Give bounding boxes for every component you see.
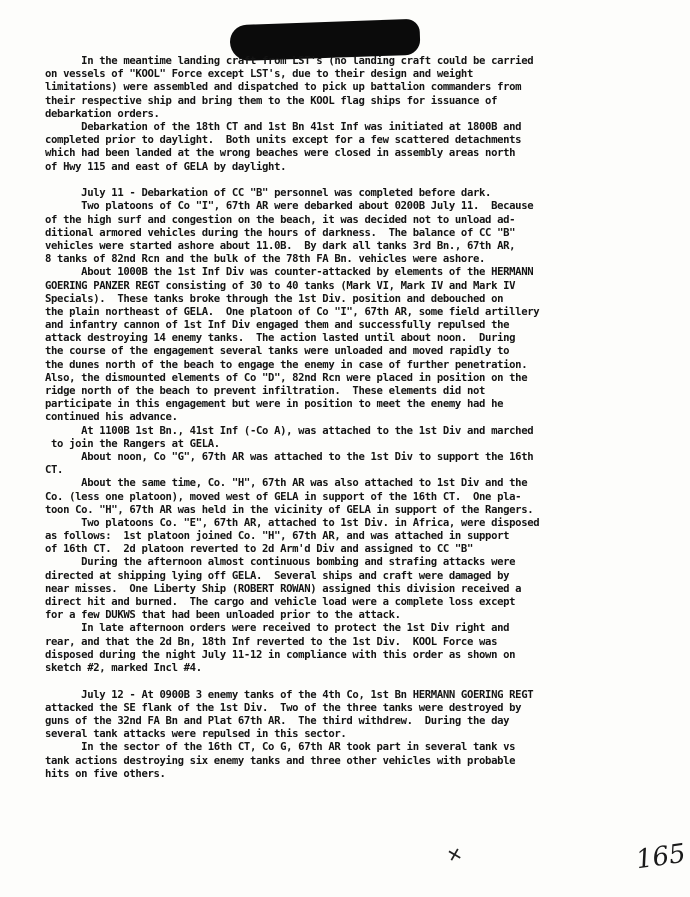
document-body bbox=[45, 55, 670, 781]
text-line: hits on five others. bbox=[45, 767, 166, 780]
text-line: several tank attacks were repulsed in this sector. bbox=[45, 728, 347, 741]
text-line: During the afternoon almost continuous bombing and strafing attacks were bbox=[45, 556, 516, 569]
text-line: About noon, Co "G", 67th AR was attached to the 1st Div to support the 16th bbox=[45, 450, 534, 463]
text-line: At 1100B 1st Bn., 41st Inf (-Co A), was attached to the 1st Div and marched bbox=[45, 424, 534, 437]
paragraph bbox=[45, 451, 670, 477]
section-gap bbox=[45, 174, 670, 188]
text-line: directed at shipping lying off GELA. Several ships and craft were damaged by bbox=[45, 569, 510, 582]
paragraph bbox=[45, 689, 670, 742]
text-line: Two platoons Co. "E", 67th AR, attached to 1st Div. in Africa, were disposed bbox=[45, 516, 540, 529]
paragraph bbox=[45, 55, 670, 121]
text-line: Two platoons of Co "I", 67th AR were debarked about 0200B July 11. Because bbox=[45, 200, 534, 213]
text-line: the course of the engagement several tanks were unloaded and moved rapidly to bbox=[45, 345, 510, 358]
text-line: for a few DUKWS that had been unloaded prior to the attack. bbox=[45, 609, 401, 622]
text-line: tank actions destroying six enemy tanks and three other vehicles with probable bbox=[45, 754, 516, 767]
text-line: rear, and that the 2d Bn, 18th Inf reverted to the 1st Div. KOOL Force was bbox=[45, 635, 498, 648]
text-line: direct hit and burned. The cargo and vehicle load were a complete loss except bbox=[45, 596, 516, 608]
text-line: attacked the SE flank of the 1st Div. Two of the three tanks were destroyed by bbox=[45, 701, 522, 714]
text-line: July 11 - Debarkation of CC "B" personnel was completed before dark. bbox=[45, 187, 492, 200]
text-line: which had been landed at the wrong beaches were closed in assembly areas north bbox=[45, 147, 516, 160]
paragraph bbox=[45, 425, 670, 451]
paragraph bbox=[45, 741, 670, 781]
text-line: toon Co. "H", 67th AR was held in the vicinity of GELA in support of the Rangers. bbox=[45, 503, 534, 516]
paragraph bbox=[45, 556, 670, 622]
text-line: ditional armored vehicles during the hours of darkness. The balance of CC "B" bbox=[45, 226, 516, 239]
text-line: Specials). These tanks broke through the 1st Div. position and debouched on bbox=[45, 292, 504, 305]
paragraph bbox=[45, 121, 670, 174]
paragraph bbox=[45, 622, 670, 675]
text-line: 8 tanks of 82nd Rcn and the bulk of the 78th FA Bn. vehicles were ashore. bbox=[45, 253, 486, 266]
paragraph bbox=[45, 266, 670, 424]
paragraph bbox=[45, 517, 670, 557]
paragraph bbox=[45, 477, 670, 517]
section-gap bbox=[45, 675, 670, 689]
text-line: About 1000B the 1st Inf Div was counter-attacked by elements of the HERMANN bbox=[45, 266, 534, 279]
text-line: GOERING PANZER REGT consisting of 30 to 40 tanks (Mark VI, Mark IV and Mark IV bbox=[45, 279, 516, 292]
text-line: as follows: 1st platoon joined Co. "H", 67th AR, and was attached in support bbox=[45, 530, 510, 543]
text-line: In late afternoon orders were received to protect the 1st Div right and bbox=[45, 622, 510, 635]
text-line: debarkation orders. bbox=[45, 107, 160, 120]
page-number: 165 bbox=[634, 838, 688, 876]
text-line: guns of the 32nd FA Bn and Plat 67th AR. The third withdrew. During the day bbox=[45, 715, 510, 727]
paragraph bbox=[45, 187, 670, 266]
text-line: sketch #2, marked Incl #4. bbox=[45, 661, 202, 674]
text-line: Co. (less one platoon), moved west of GELA in support of the 16th CT. One pla- bbox=[45, 490, 522, 503]
text-line: participate in this engagement but were in position to meet the enemy had he bbox=[45, 398, 504, 411]
text-line: on vessels of "KOOL" Force except LST's, due to their design and weight bbox=[45, 68, 473, 81]
text-line: vehicles were started ashore about 11.0B. By dark all tanks 3rd Bn., 67th AR, bbox=[45, 239, 516, 252]
text-line: Also, the dismounted elements of Co "D", 82nd Rcn were placed in position on the bbox=[45, 371, 528, 384]
text-line: ridge north of the beach to prevent infiltration. These elements did not bbox=[45, 385, 486, 397]
text-line: July 12 - At 0900B 3 enemy tanks of the 4th Co, 1st Bn HERMANN GOERING REGT bbox=[45, 688, 534, 701]
text-line: the plain northeast of GELA. One platoon of Co "I", 67th AR, some field artillery bbox=[45, 305, 540, 318]
text-line: In the meantime landing craft from LST's (no landing craft could be carried bbox=[45, 55, 534, 67]
text-line: of Hwy 115 and east of GELA by daylight. bbox=[45, 160, 287, 173]
text-line: of 16th CT. 2d platoon reverted to 2d Arm'd Div and assigned to CC "B" bbox=[45, 543, 473, 556]
text-line: of the high surf and congestion on the beach, it was decided not to unload ad- bbox=[45, 213, 516, 226]
text-line: to join the Rangers at GELA. bbox=[45, 437, 220, 450]
text-line: near misses. One Liberty Ship (ROBERT ROWAN) assigned this division received a bbox=[45, 582, 522, 595]
text-line: completed prior to daylight. Both units except for a few scattered detachments bbox=[45, 134, 522, 147]
text-line: disposed during the night July 11-12 in compliance with this order as shown on bbox=[45, 648, 516, 661]
text-line: and infantry cannon of 1st Inf Div engaged them and successfully repulsed the bbox=[45, 319, 510, 332]
ink-mark-icon: ✕ bbox=[444, 840, 465, 869]
text-line: In the sector of the 16th CT, Co G, 67th AR took part in several tank vs bbox=[45, 741, 516, 754]
text-line: the dunes north of the beach to engage the enemy in case of further penetration. bbox=[45, 358, 528, 371]
text-line: CT. bbox=[45, 464, 64, 477]
text-line: continued his advance. bbox=[45, 411, 178, 424]
text-line: their respective ship and bring them to the KOOL flag ships for issuance of bbox=[45, 94, 498, 107]
text-line: attack destroying 14 enemy tanks. The action lasted until about noon. During bbox=[45, 332, 516, 345]
text-line: limitations) were assembled and dispatched to pick up battalion commanders from bbox=[45, 81, 522, 94]
text-line: Debarkation of the 18th CT and 1st Bn 41st Inf was initiated at 1800B and bbox=[45, 120, 522, 133]
text-line: About the same time, Co. "H", 67th AR was also attached to 1st Div and the bbox=[45, 477, 528, 490]
